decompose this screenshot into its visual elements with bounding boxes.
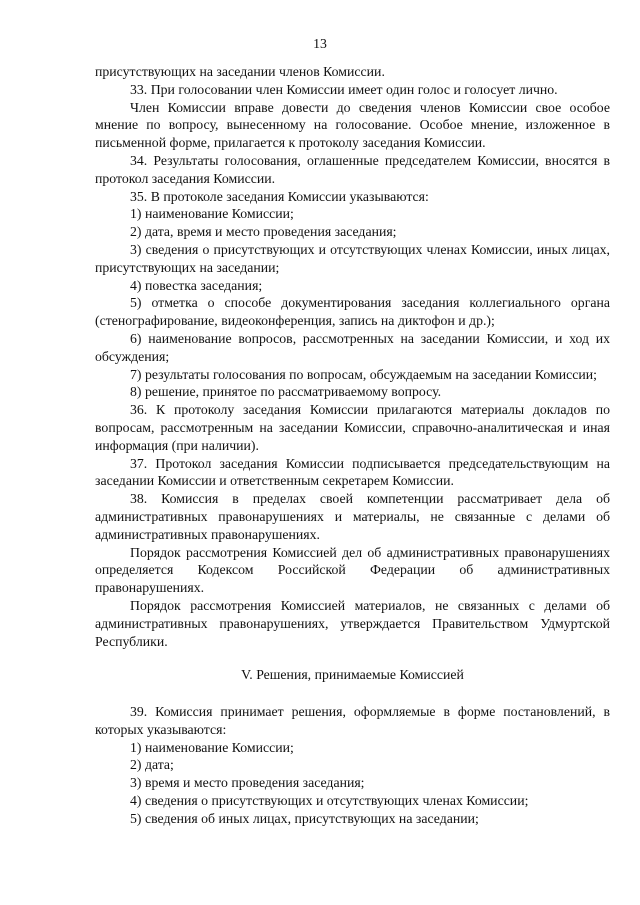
- list-item-35-8: 8) решение, принятое по рассматриваемому вопросу.: [130, 384, 442, 400]
- paragraph-37: 37. Протокол заседания Комиссии подписывается председательствующим на заседании Комиссии и ответственным секретарем Комиссии.: [95, 455, 610, 489]
- paragraph-39: 39. Комиссия принимает решения, оформляемые в форме постановлений, в которых указываются:: [95, 704, 610, 737]
- list-item-35-6: 6) наименование вопросов, рассмотренных на заседании Комиссии, и ход их обсуждения;: [95, 330, 610, 364]
- paragraph-special-opinion: Член Комиссии вправе довести до сведения членов Комиссии свое особое мнение по вопросу, вынесенному на голосование. Особое мнение, изложенное в письменной форме, прилагается к протоколу заседания Комиссии.: [95, 99, 610, 151]
- paragraph-35: 35. В протоколе заседания Комиссии указываются:: [130, 188, 429, 204]
- list-item-39-1: 1) наименование Комиссии;: [130, 739, 294, 755]
- paragraph-38: 38. Комиссия в пределах своей компетенции рассматривает дела об административных правонарушениях и материалы, не связанные с делами об административных правонарушениях.: [95, 491, 610, 542]
- list-item-39-3: 3) время и место проведения заседания;: [130, 775, 365, 791]
- paragraph-procedure-materials: Порядок рассмотрения Комиссией материалов, не связанных с делами об административных правонарушениях, утверждается Правительством Удмуртской Республики.: [95, 597, 610, 649]
- paragraph-procedure-cases: Порядок рассмотрения Комиссией дел об административных правонарушениях определяется Кодексом Российской Федерации об административных правонарушениях.: [95, 544, 610, 596]
- list-item-35-2: 2) дата, время и место проведения заседания;: [130, 224, 397, 240]
- list-item-39-2: 2) дата;: [130, 757, 174, 773]
- paragraph-36: 36. К протоколу заседания Комиссии прилагаются материалы докладов по вопросам, рассмотренным на заседании Комиссии, справочно-аналитическая и иная информация (при наличии).: [95, 402, 610, 453]
- paragraph-33: 33. При голосовании член Комиссии имеет один голос и голосует лично.: [130, 81, 558, 97]
- section-title: V. Решения, принимаемые Комиссией: [241, 667, 464, 683]
- paragraph-continuation: присутствующих на заседании членов Комиссии.: [95, 64, 385, 79]
- list-item-35-7: 7) результаты голосования по вопросам, обсуждаемым на заседании Комиссии;: [130, 366, 597, 382]
- list-item-35-3: 3) сведения о присутствующих и отсутствующих членах Комиссии, иных лицах, присутствующих на заседании;: [95, 241, 610, 275]
- page-number: 13: [313, 36, 327, 51]
- document-body: [95, 63, 610, 828]
- list-item-35-5: 5) отметка о способе документирования заседания коллегиального органа (стенографирование, видеоконференция, запись на диктофон и др.);: [95, 295, 610, 329]
- list-item-35-4: 4) повестка заседания;: [130, 277, 263, 293]
- list-item-35-1: 1) наименование Комиссии;: [130, 206, 294, 222]
- paragraph-34: 34. Результаты голосования, оглашенные председателем Комиссии, вносятся в протокол заседания Комиссии.: [95, 152, 610, 186]
- list-item-39-5: 5) сведения об иных лицах, присутствующих на заседании;: [130, 810, 479, 826]
- list-item-39-4: 4) сведения о присутствующих и отсутствующих членах Комиссии;: [130, 793, 529, 809]
